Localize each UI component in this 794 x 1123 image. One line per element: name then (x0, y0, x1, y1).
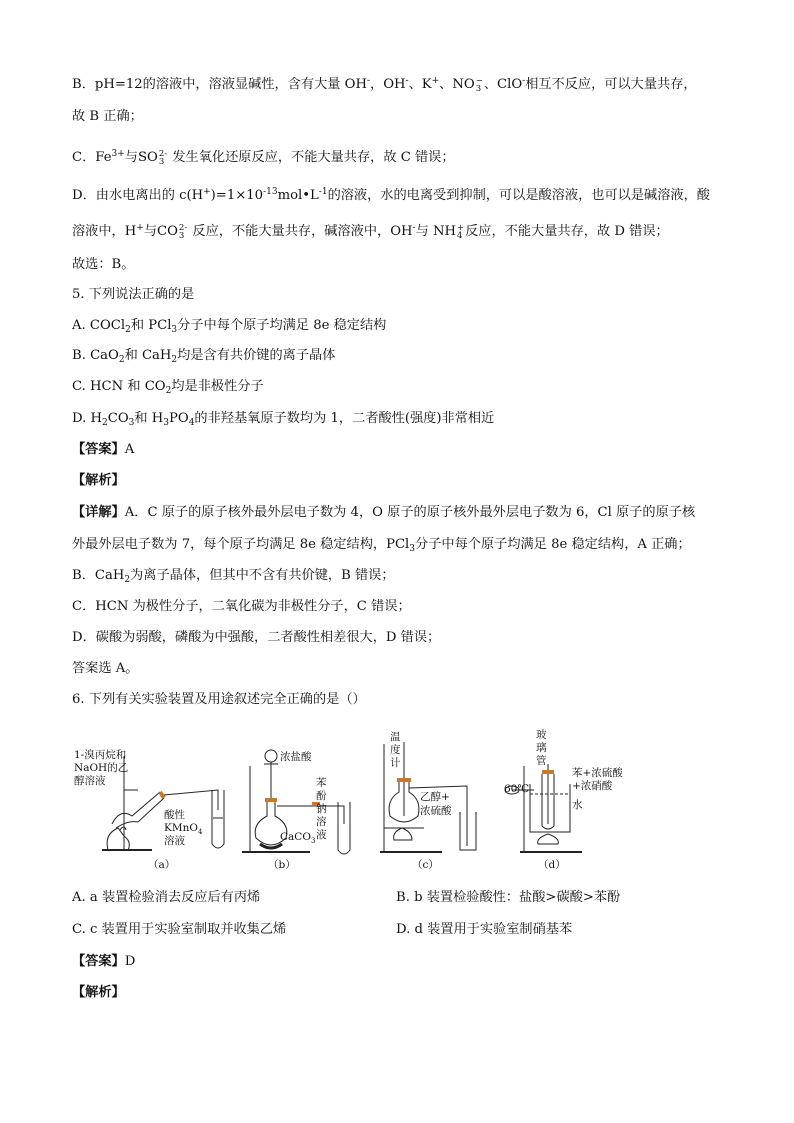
stopper (160, 792, 164, 798)
q5-analysis-tag: 【解析】 (72, 473, 125, 488)
label: 温 (390, 731, 401, 743)
caption: （d） (538, 859, 566, 871)
q5-stem: 5. 下列说法正确的是 (72, 287, 195, 302)
collection-bottle (460, 812, 476, 850)
item-b-line-1 (72, 71, 697, 95)
funnel-bulb (265, 750, 277, 762)
q5-option-b: B. CaO$_2$和 CaH$_2$均是含有共价键的离子晶体 (72, 348, 336, 365)
apparatus-c (380, 731, 476, 871)
caption: （c） (412, 859, 439, 871)
apparatus-b (242, 750, 350, 871)
text: B．pH=12的溶液中，溶液显碱性，含有大量 OH (72, 77, 367, 92)
label: 玻 (536, 729, 547, 741)
apparatus-diagram (72, 728, 632, 880)
text: )=1×10 (210, 188, 264, 203)
nh4-script: + 4 (456, 222, 465, 241)
text: 与 NH (415, 224, 456, 239)
text: 与SO (124, 150, 158, 165)
detail-tag: 【详解】 (72, 505, 125, 520)
alcohol-lamp (107, 828, 129, 850)
label: 液 (316, 829, 327, 841)
q5-explain-1: 【详解】A．C 原子的原子核外最外层电子数为 4，O 原子的原子核外最外层电子数为 6，Cl 原子的原子核 (72, 505, 696, 520)
label: 酚 (316, 790, 327, 802)
sup: 3+ (111, 149, 125, 159)
text: 发生氧化还原反应，不能大量共存，故 C 错误； (168, 150, 455, 165)
q5-option-d: D. $H_2CO_3$和 $H_3PO_4$的非羟基氧原子数均为 1，二者酸性(强度)非常相近 (72, 411, 495, 428)
text: ，OH (370, 77, 406, 92)
alcohol-lamp (394, 828, 412, 840)
conclusion-q4: 故选：B。 (72, 257, 135, 272)
label: KMnO$_4$ (164, 822, 203, 836)
q5-explain-2: 外最外层电子数为 7，每个原子均满足 8e 稳定结构，PCl$_3$分子中每个原子均满足 8e 稳定结构，A 正确； (72, 537, 691, 554)
label: 苯+浓硫酸 (572, 767, 623, 779)
co3-script: 2- 3 (178, 222, 188, 241)
delivery-tube (277, 806, 344, 824)
label: 乙醇+ (420, 791, 450, 803)
sup: - (405, 76, 409, 86)
q5-explain-4: C．HCN 为极性分子，二氧化碳为非极性分子，C 错误； (72, 599, 411, 614)
label: 管 (536, 755, 547, 767)
text: mol•L (277, 188, 319, 203)
text: C．Fe (72, 150, 112, 165)
q5-explain-5: D．碳酸为弱酸，磷酸为中强酸，二者酸性相差很大，D 错误； (72, 630, 441, 645)
flame (120, 827, 126, 830)
caption: （b） (268, 859, 296, 871)
sup: -13 (263, 187, 278, 197)
sup: - (522, 76, 526, 86)
text: 、NO (439, 77, 475, 92)
q5-option-a: A. COCl$_2$和 PCl$_3$分子中每个原子均满足 8e 稳定结构 (72, 318, 387, 335)
label: 1-溴丙烷和 (74, 749, 127, 761)
label: 度 (390, 744, 401, 756)
q6-option-b: B. b 装置检验酸性：盐酸>碳酸>苯酚 (396, 890, 621, 905)
q6-option-d: D. d 装置用于实验室制硝基苯 (396, 922, 573, 937)
q5-option-c: C. HCN 和 $CO_2$均是非极性分子 (72, 379, 264, 396)
text: 、ClO (483, 77, 523, 92)
label: 醇溶液 (74, 775, 106, 787)
q6-option-c: C. c 装置用于实验室制取并收集乙烯 (72, 922, 287, 937)
item-b-line-2: 故 B 正确； (72, 109, 143, 124)
sup: + (203, 187, 211, 197)
item-d-line-2 (72, 218, 669, 242)
sup: + (136, 223, 144, 233)
label: 钠 (316, 803, 327, 815)
label: 酸性 (164, 809, 185, 821)
label: NaOH的乙 (74, 762, 129, 774)
answer-tag: 【答案】 (72, 442, 125, 457)
text: 反应，不能大量共存，碱溶液中，OH (188, 224, 413, 239)
label: 计 (390, 757, 401, 769)
alcohol-lamp (538, 834, 559, 844)
label: CaCO$_3$ (280, 831, 316, 845)
caption: （a） (148, 859, 176, 871)
label: +浓硝酸 (572, 780, 613, 792)
q6-analysis-tag: 【解析】 (72, 985, 125, 1000)
q5-answer (72, 440, 134, 460)
apparatus-figure (72, 728, 632, 880)
no3-script: − 3 (475, 75, 483, 94)
text: 反应，不能大量共存，故 D 错误； (465, 224, 669, 239)
delivery-tube (164, 790, 218, 810)
label: 璃 (536, 742, 547, 754)
label: 浓盐酸 (280, 751, 312, 763)
label: 60℃ (504, 783, 530, 795)
text: 相互不反应，可以大量共存， (525, 77, 697, 92)
q6-answer (72, 952, 135, 972)
answer-value: A (124, 442, 135, 457)
label: 水 (572, 799, 583, 811)
water-bath (530, 784, 570, 832)
label: 溶 (316, 816, 327, 828)
item-d-line-1 (72, 182, 710, 206)
label: 浓硫酸 (420, 805, 452, 817)
text: 、K (408, 77, 432, 92)
answer-value: D (124, 954, 136, 969)
answer-tag: 【答案】 (72, 954, 125, 969)
q5-conclusion: 答案选 A。 (72, 661, 139, 676)
text: 溶液中，H (72, 224, 137, 239)
apparatus-d (504, 728, 623, 871)
so3-script: 2- 3 (158, 148, 168, 167)
sup: - (366, 76, 371, 86)
q5-explain-3: B．CaH$_2$为离子晶体，但其中不含有共价键，B 错误； (72, 568, 395, 585)
apparatus-a (74, 748, 224, 871)
q6-option-a: A. a 装置检验消去反应后有丙烯 (72, 890, 261, 905)
label: 苯 (316, 777, 327, 789)
text: 的溶液，水的电离受到抑制，可以是酸溶液，也可以是碱溶液，酸 (327, 188, 710, 203)
text: D．由水电离出的 c(H (72, 188, 204, 203)
sup: + (431, 76, 440, 86)
label: 溶液 (164, 835, 185, 847)
text: 与CO (143, 224, 178, 239)
sup: -1 (318, 187, 328, 197)
sup: - (412, 223, 416, 233)
item-c-line (72, 144, 455, 168)
q6-stem: 6. 下列有关实验装置及用途叙述完全正确的是（） (72, 692, 366, 707)
